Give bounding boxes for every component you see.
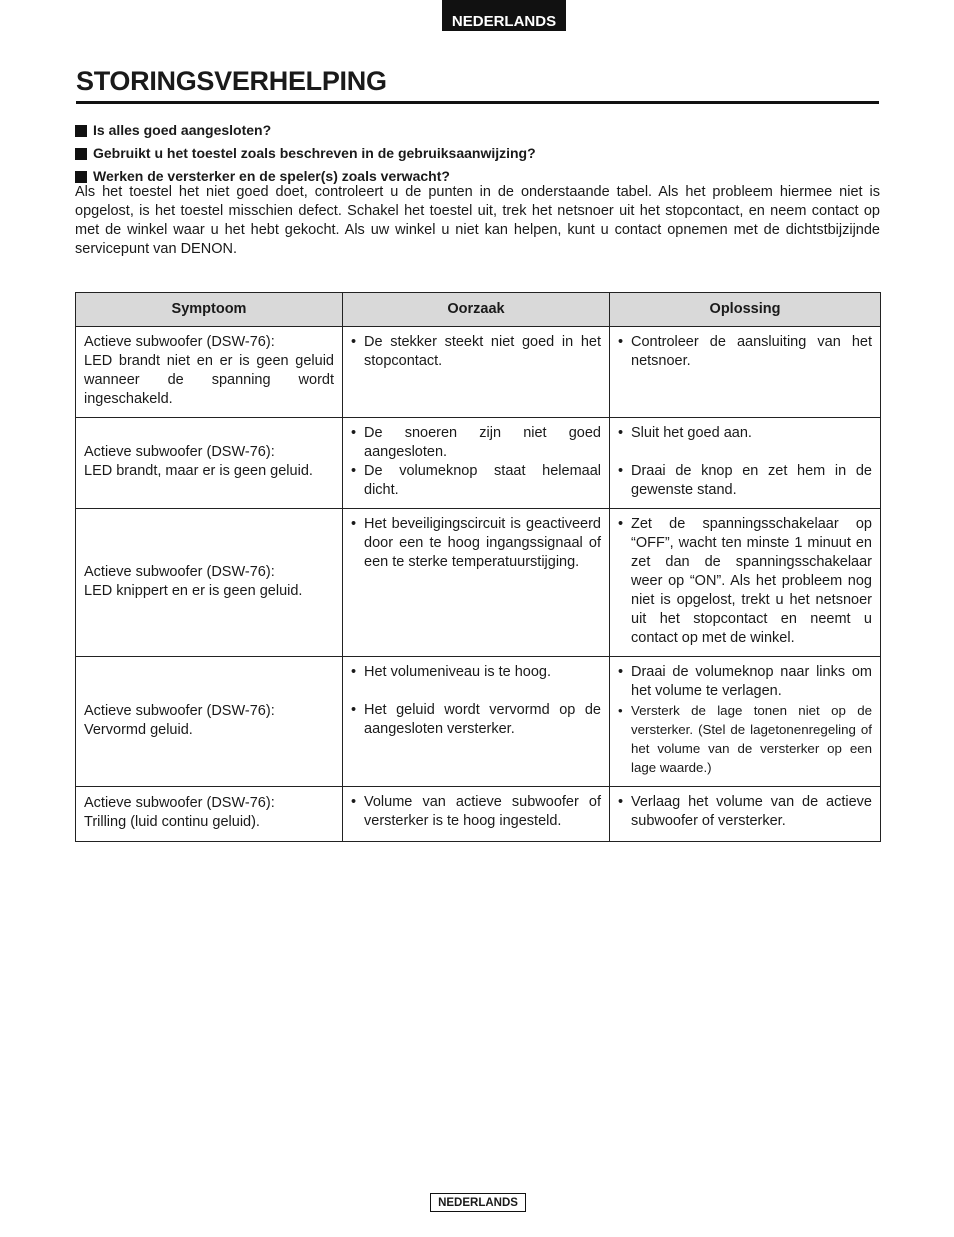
- symptom-cell: [76, 787, 343, 842]
- symptom-text: LED brandt niet en er is geen geluid wanneer de spanning wordt ingeschakeld.: [84, 353, 334, 407]
- cause-cell: [343, 509, 610, 657]
- column-header-symptom: Symptoom: [76, 293, 343, 327]
- symptom-cell: [76, 327, 343, 418]
- cause-cell: [343, 787, 610, 842]
- table-row: [76, 418, 881, 509]
- table-row: [76, 327, 881, 418]
- solution-cell: [610, 327, 881, 418]
- table-row: [76, 657, 881, 787]
- troubleshooting-table: [75, 292, 881, 842]
- symptom-device: Actieve subwoofer (DSW-76):: [84, 795, 275, 811]
- table-row: [76, 509, 881, 657]
- symptom-device: Actieve subwoofer (DSW-76):: [84, 334, 275, 350]
- cause-item: • De snoeren zijn niet goed aangesloten.: [351, 425, 601, 460]
- symptom-text: Trilling (luid continu geluid).: [84, 814, 260, 830]
- checklist-item-text: Gebruikt u het toestel zoals beschreven in de gebruiksaanwijzing?: [93, 145, 536, 161]
- symptom-text: LED knippert en er is geen geluid.: [84, 582, 303, 599]
- symptom-cell: [76, 509, 343, 657]
- square-bullet-icon: [75, 148, 87, 160]
- cause-cell: [343, 657, 610, 787]
- symptom-device: Actieve subwoofer (DSW-76):: [84, 702, 275, 719]
- symptom-device: Actieve subwoofer (DSW-76):: [84, 444, 275, 460]
- column-header-cause: Oorzaak: [343, 293, 610, 327]
- solution-cell: [610, 418, 881, 509]
- checklist-item-text: Werken de versterker en de speler(s) zoals verwacht?: [93, 168, 450, 184]
- language-tab: NEDERLANDS: [442, 0, 566, 31]
- checklist-item: [75, 119, 880, 142]
- column-header-solution: Oplossing: [610, 293, 881, 327]
- cause-item: • Volume van actieve subwoofer of versterker is te hoog ingesteld.: [351, 794, 601, 829]
- cause-item: • Het volumeniveau is te hoog.: [351, 664, 551, 680]
- solution-item: • Versterk de lage tonen niet op de versterker. (Stel de lagetonenregeling of het volume van de versterker op een lage waarde.): [618, 703, 872, 775]
- square-bullet-icon: [75, 125, 87, 137]
- symptom-cell: [76, 418, 343, 509]
- table-header-row: [76, 293, 881, 327]
- solution-item: • Controleer de aansluiting van het netsnoer.: [618, 334, 872, 369]
- solution-item: • Draai de knop en zet hem in de gewenste stand.: [618, 463, 872, 498]
- symptom-text: Vervormd geluid.: [84, 721, 193, 738]
- solution-item: • Verlaag het volume van de actieve subwoofer of versterker.: [618, 794, 872, 829]
- table-row: [76, 787, 881, 842]
- cause-cell: [343, 327, 610, 418]
- checklist-item: [75, 142, 880, 165]
- page-title: STORINGSVERHELPING: [76, 66, 879, 104]
- solution-cell: [610, 509, 881, 657]
- checklist: [75, 119, 880, 188]
- cause-item: • De stekker steekt niet goed in het stopcontact.: [351, 334, 601, 369]
- solution-cell: [610, 787, 881, 842]
- solution-cell: [610, 657, 881, 787]
- cause-item: • Het beveiligingscircuit is geactiveerd door een te hoog ingangssignaal of een te sterke temperatuurstijging.: [351, 516, 601, 570]
- square-bullet-icon: [75, 171, 87, 183]
- solution-item: • Sluit het goed aan.: [618, 425, 752, 441]
- cause-item: • De volumeknop staat helemaal dicht.: [351, 463, 601, 498]
- checklist-item-text: Is alles goed aangesloten?: [93, 122, 272, 138]
- solution-item: • Zet de spanningsschakelaar op “OFF”, wacht ten minste 1 minuut en zet dan de spanningsschakelaar weer op “ON”. Als het probleem nog niet is opgelost, trekt u het netsnoer uit het stopcontact en neemt u contact op met de winkel.: [618, 516, 872, 646]
- footer-language-label: NEDERLANDS: [430, 1193, 526, 1212]
- solution-item: • Draai de volumeknop naar links om het volume te verlagen.: [618, 664, 872, 699]
- cause-item: • Het geluid wordt vervormd op de aangesloten versterker.: [351, 702, 601, 737]
- symptom-cell: [76, 657, 343, 787]
- symptom-device: Actieve subwoofer (DSW-76):: [84, 563, 275, 580]
- intro-paragraph: Als het toestel het niet goed doet, controleert u de punten in de onderstaande tabel. Als het probleem hiermee niet is opgelost, is het toestel misschien defect. Schakel het toestel uit, trek het netsnoer uit het stopcontact, en neem contact op met de winkel waar u het hebt gekocht. Als uw winkel u niet kan helpen, kunt u contact opnemen met de dichtstbijzijnde servicepunt van DENON.: [75, 184, 880, 257]
- cause-cell: [343, 418, 610, 509]
- symptom-text: LED brandt, maar er is geen geluid.: [84, 463, 313, 479]
